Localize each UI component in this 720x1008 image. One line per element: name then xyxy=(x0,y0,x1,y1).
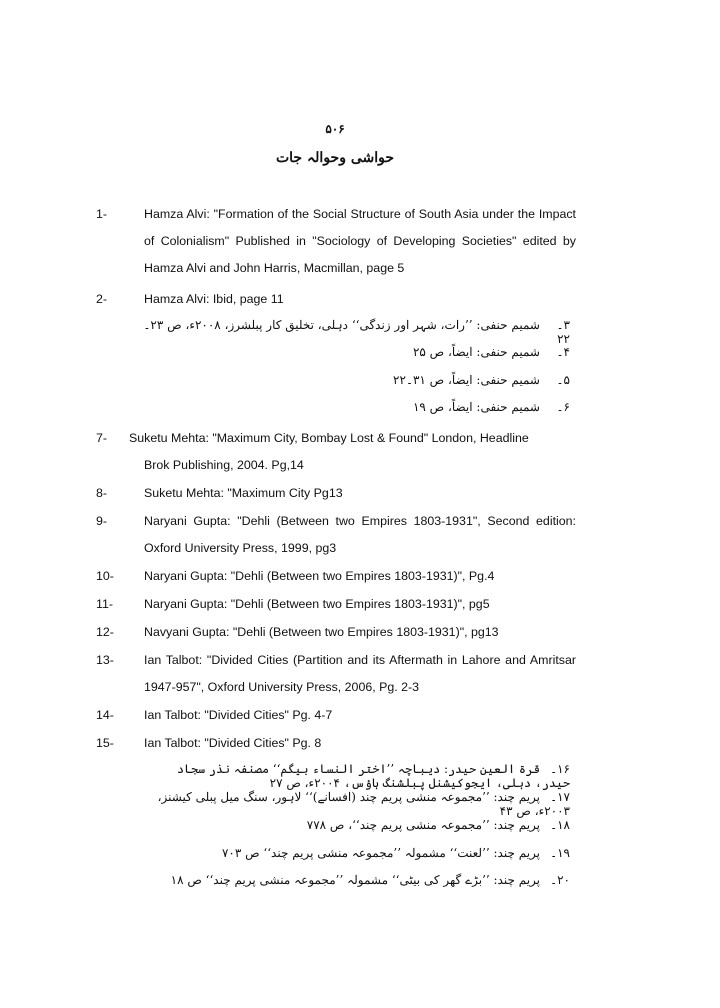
page-title: حواشی وحوالہ جات xyxy=(275,150,395,166)
note-number: ۱۸۔ xyxy=(550,818,570,832)
note-number: 1- xyxy=(96,207,108,221)
note-text: Naryani Gupta: "Dehli (Between two Empires 1803-1931)", pg5 xyxy=(144,597,490,611)
note-number: ۱۷۔ xyxy=(550,790,570,804)
note-17 xyxy=(140,790,570,818)
note-19 xyxy=(140,846,570,860)
note-text: Ian Talbot: "Divided Cities (Partition and its Aftermath in Lahore and Amritsar 1947-957", Oxford University Press, 2006, Pg. 2-3 xyxy=(144,653,576,694)
note-3 xyxy=(140,318,570,346)
note-text: Hamza Alvi: Ibid, page 11 xyxy=(144,292,284,306)
note-number: ۶۔ xyxy=(556,400,570,414)
note-number: 13- xyxy=(96,653,114,667)
note-number: 2- xyxy=(96,292,108,306)
note-number: 15- xyxy=(96,736,114,750)
note-text: Ian Talbot: "Divided Cities" Pg. 8 xyxy=(144,736,322,750)
note-text-continued: Brok Publishing, 2004. Pg,14 xyxy=(144,458,304,472)
note-16 xyxy=(140,762,570,790)
note-number: 14- xyxy=(96,708,114,722)
note-number: ۵۔ xyxy=(556,373,570,387)
note-text: پریم چند: ’’مجموعہ منشی پریم چند‘‘، ص ۷۷۸ xyxy=(306,818,540,832)
note-text: قرۃ العین حیدر: دیباچہ ’’اختر النساء بیگم‘‘ مصنفہ نذر سجاد حیدر، دہلی، ایجوکیشنل پبلشنگ ہاؤس، ۲۰۰۴ء، ص ۲۷ xyxy=(176,762,570,790)
note-number: ۴۔ xyxy=(556,345,570,359)
note-text: Suketu Mehta: "Maximum City, Bombay Lost & Found" London, Headline xyxy=(129,431,529,445)
note-text: Naryani Gupta: "Dehli (Between two Empires 1803-1931)", Pg.4 xyxy=(144,569,495,583)
note-text: Ian Talbot: "Divided Cities" Pg. 4-7 xyxy=(144,708,333,722)
note-text: پریم چند: ’’مجموعہ منشی پریم چند (افسانے)‘‘ لاہور، سنگ میل پبلی کیشنز، ۲۰۰۳ء، ص ۴۳ xyxy=(157,790,570,818)
note-text: Suketu Mehta: "Maximum City Pg13 xyxy=(144,486,343,500)
note-text: Naryani Gupta: "Dehli (Between two Empires 1803-1931", Second edition: Oxford University Press, 1999, pg3 xyxy=(144,514,576,555)
note-number: 12- xyxy=(96,625,114,639)
note-number: ۱۹۔ xyxy=(550,846,570,860)
note-text: Navyani Gupta: "Dehli (Between two Empires 1803-1931)", pg13 xyxy=(144,625,499,639)
note-text: شمیم حنفی: ایضاً، ص ۱۹ xyxy=(412,400,540,414)
note-6 xyxy=(140,400,570,414)
note-text: Hamza Alvi: "Formation of the Social Structure of South Asia under the Impact of Colonialism" Published in "Sociology of Developing Societies" edited by Hamza Alvi and John Harris, Macmillan, page 5 xyxy=(144,207,576,275)
note-4 xyxy=(140,345,570,359)
note-number: ۲۰۔ xyxy=(550,873,570,887)
note-text: شمیم حنفی: ’’رات، شہر اور زندگی‘‘ دہلی، تخلیق کار پبلشرز، ۲۰۰۸ء، ص ۲۳۔۲۲ xyxy=(143,318,570,346)
note-number: ۱۶۔ xyxy=(550,762,570,776)
note-20 xyxy=(140,873,570,887)
note-number: ۳۔ xyxy=(556,318,570,332)
note-number: 9- xyxy=(96,514,108,528)
note-text: شمیم حنفی: ایضاً، ص ۳۱۔۲۲ xyxy=(393,373,540,387)
note-number: 10- xyxy=(96,569,114,583)
note-18 xyxy=(140,818,570,832)
note-text: پریم چند: ’’لعنت‘‘ مشمولہ ’’مجموعہ منشی پریم چند‘‘ ص ۷۰۳ xyxy=(221,846,540,860)
note-text: شمیم حنفی: ایضاً، ص ۲۵ xyxy=(412,345,540,359)
note-number: 11- xyxy=(96,597,113,611)
page-number: ۵۰۶ xyxy=(325,122,345,136)
note-number: 8- xyxy=(96,486,108,500)
note-5 xyxy=(140,373,570,387)
note-text: پریم چند: ’’بڑے گھر کی بیٹی‘‘ مشمولہ ’’مجموعہ منشی پریم چند‘‘ ص ۱۸ xyxy=(170,873,540,887)
note-number: 7- xyxy=(96,431,108,445)
